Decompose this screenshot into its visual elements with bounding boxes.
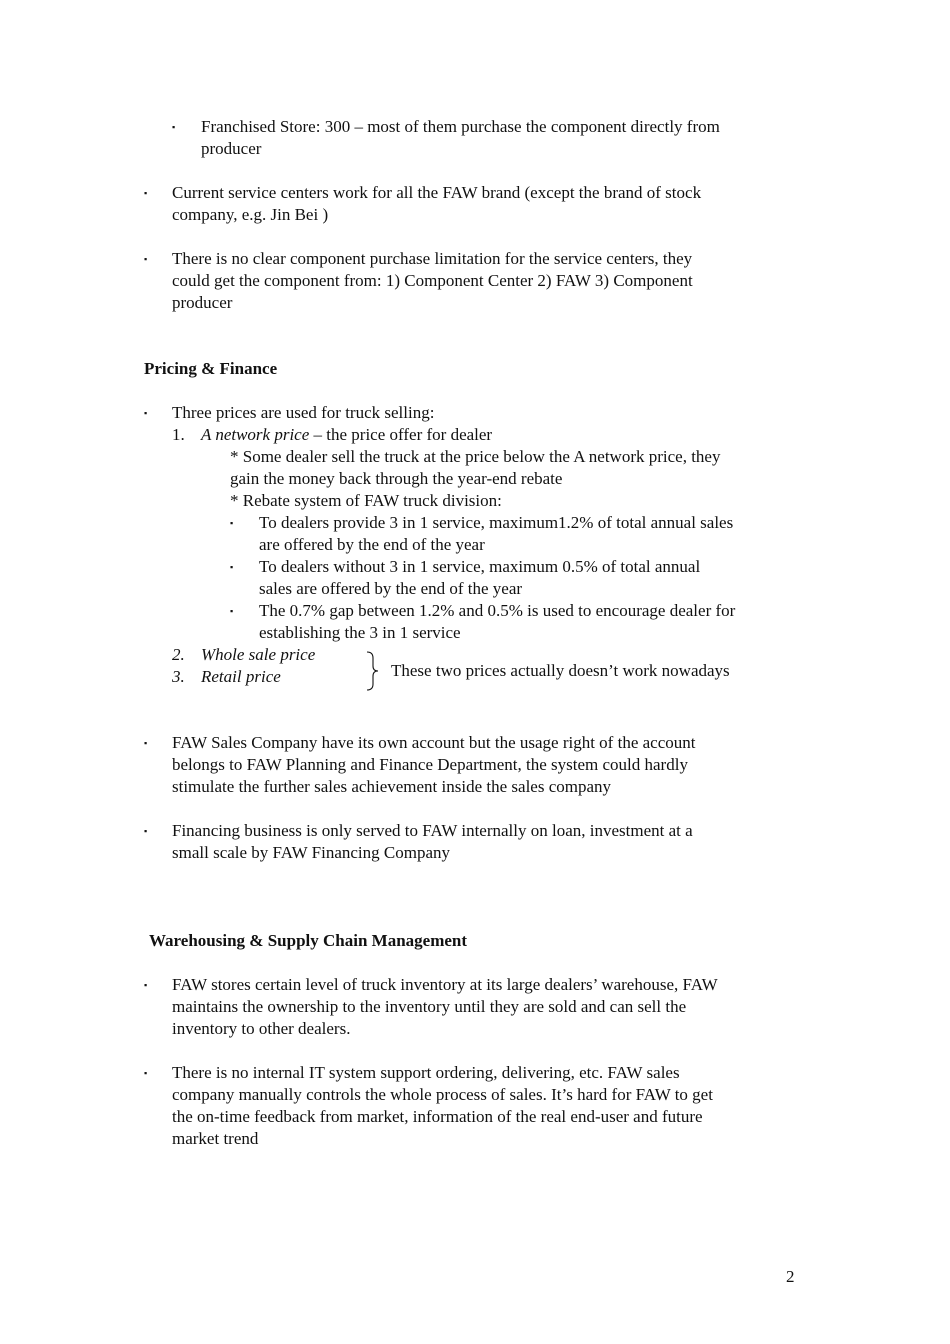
right-brace-icon	[364, 650, 380, 692]
three-prices-intro: Three prices are used for truck selling:	[172, 403, 435, 422]
rebate-item-with-service: To dealers provide 3 in 1 service, maximum1.2% of total annual sales are offered by the end of the year	[259, 513, 734, 554]
it-system-item: There is no internal IT system support ordering, delivering, etc. FAW sales company manually controls the whole process of sales. It’s hard for FAW to get the on-time feedback from market, information of the real end-user and future market trend	[172, 1063, 713, 1148]
section-heading-warehousing: Warehousing & Supply Chain Management	[149, 931, 468, 950]
a-network-price-item: A network price – the price offer for dealer	[201, 425, 493, 444]
section-heading-pricing: Pricing & Finance	[144, 359, 278, 378]
bullet-icon: ▪	[144, 826, 148, 836]
bullet-icon: ▪	[230, 518, 234, 528]
dealer-note: * Some dealer sell the truck at the price below the A network price, they gain the money back through the year-end rebate	[230, 447, 721, 488]
sales-company-item: FAW Sales Company have its own account but the usage right of the account belongs to FAW Planning and Finance Department, the system could hardly stimulate the further sales achievement inside the sales company	[172, 733, 696, 796]
list-number: 1.	[172, 425, 185, 444]
bullet-icon: ▪	[144, 738, 148, 748]
bullet-icon: ▪	[144, 254, 148, 264]
bullet-icon: ▪	[144, 980, 148, 990]
page-number: 2	[786, 1267, 795, 1286]
bullet-icon: ▪	[230, 562, 234, 572]
purchase-limitation-item: There is no clear component purchase limitation for the service centers, they could get the component from: 1) Component Center 2) FAW 3) Component producer	[172, 249, 693, 312]
bullet-icon: ▪	[144, 408, 148, 418]
brace-note: These two prices actually doesn’t work nowadays	[391, 661, 730, 680]
bullet-icon: ▪	[144, 1068, 148, 1078]
list-number: 2.	[172, 645, 185, 664]
retail-price-item: Retail price	[201, 667, 281, 686]
bullet-icon: ▪	[230, 606, 234, 616]
list-number: 3.	[172, 667, 185, 686]
whole-sale-price-item: Whole sale price	[201, 645, 316, 664]
service-centers-item: Current service centers work for all the FAW brand (except the brand of stock company, e.g. Jin Bei )	[172, 183, 702, 224]
bullet-icon: ▪	[172, 122, 176, 132]
rebate-item-without-service: To dealers without 3 in 1 service, maximum 0.5% of total annual sales are offered by the end of the year	[259, 557, 701, 598]
rebate-item-gap: The 0.7% gap between 1.2% and 0.5% is used to encourage dealer for establishing the 3 in 1 service	[259, 601, 736, 642]
rebate-system-note: * Rebate system of FAW truck division:	[230, 491, 502, 510]
franchised-store-item: Franchised Store: 300 – most of them purchase the component directly from producer	[201, 117, 720, 158]
financing-item: Financing business is only served to FAW internally on loan, investment at a small scale by FAW Financing Company	[172, 821, 693, 862]
inventory-item: FAW stores certain level of truck inventory at its large dealers’ warehouse, FAW maintains the ownership to the inventory until they are sold and can sell the inventory to other dealers.	[172, 975, 718, 1038]
bullet-icon: ▪	[144, 188, 148, 198]
